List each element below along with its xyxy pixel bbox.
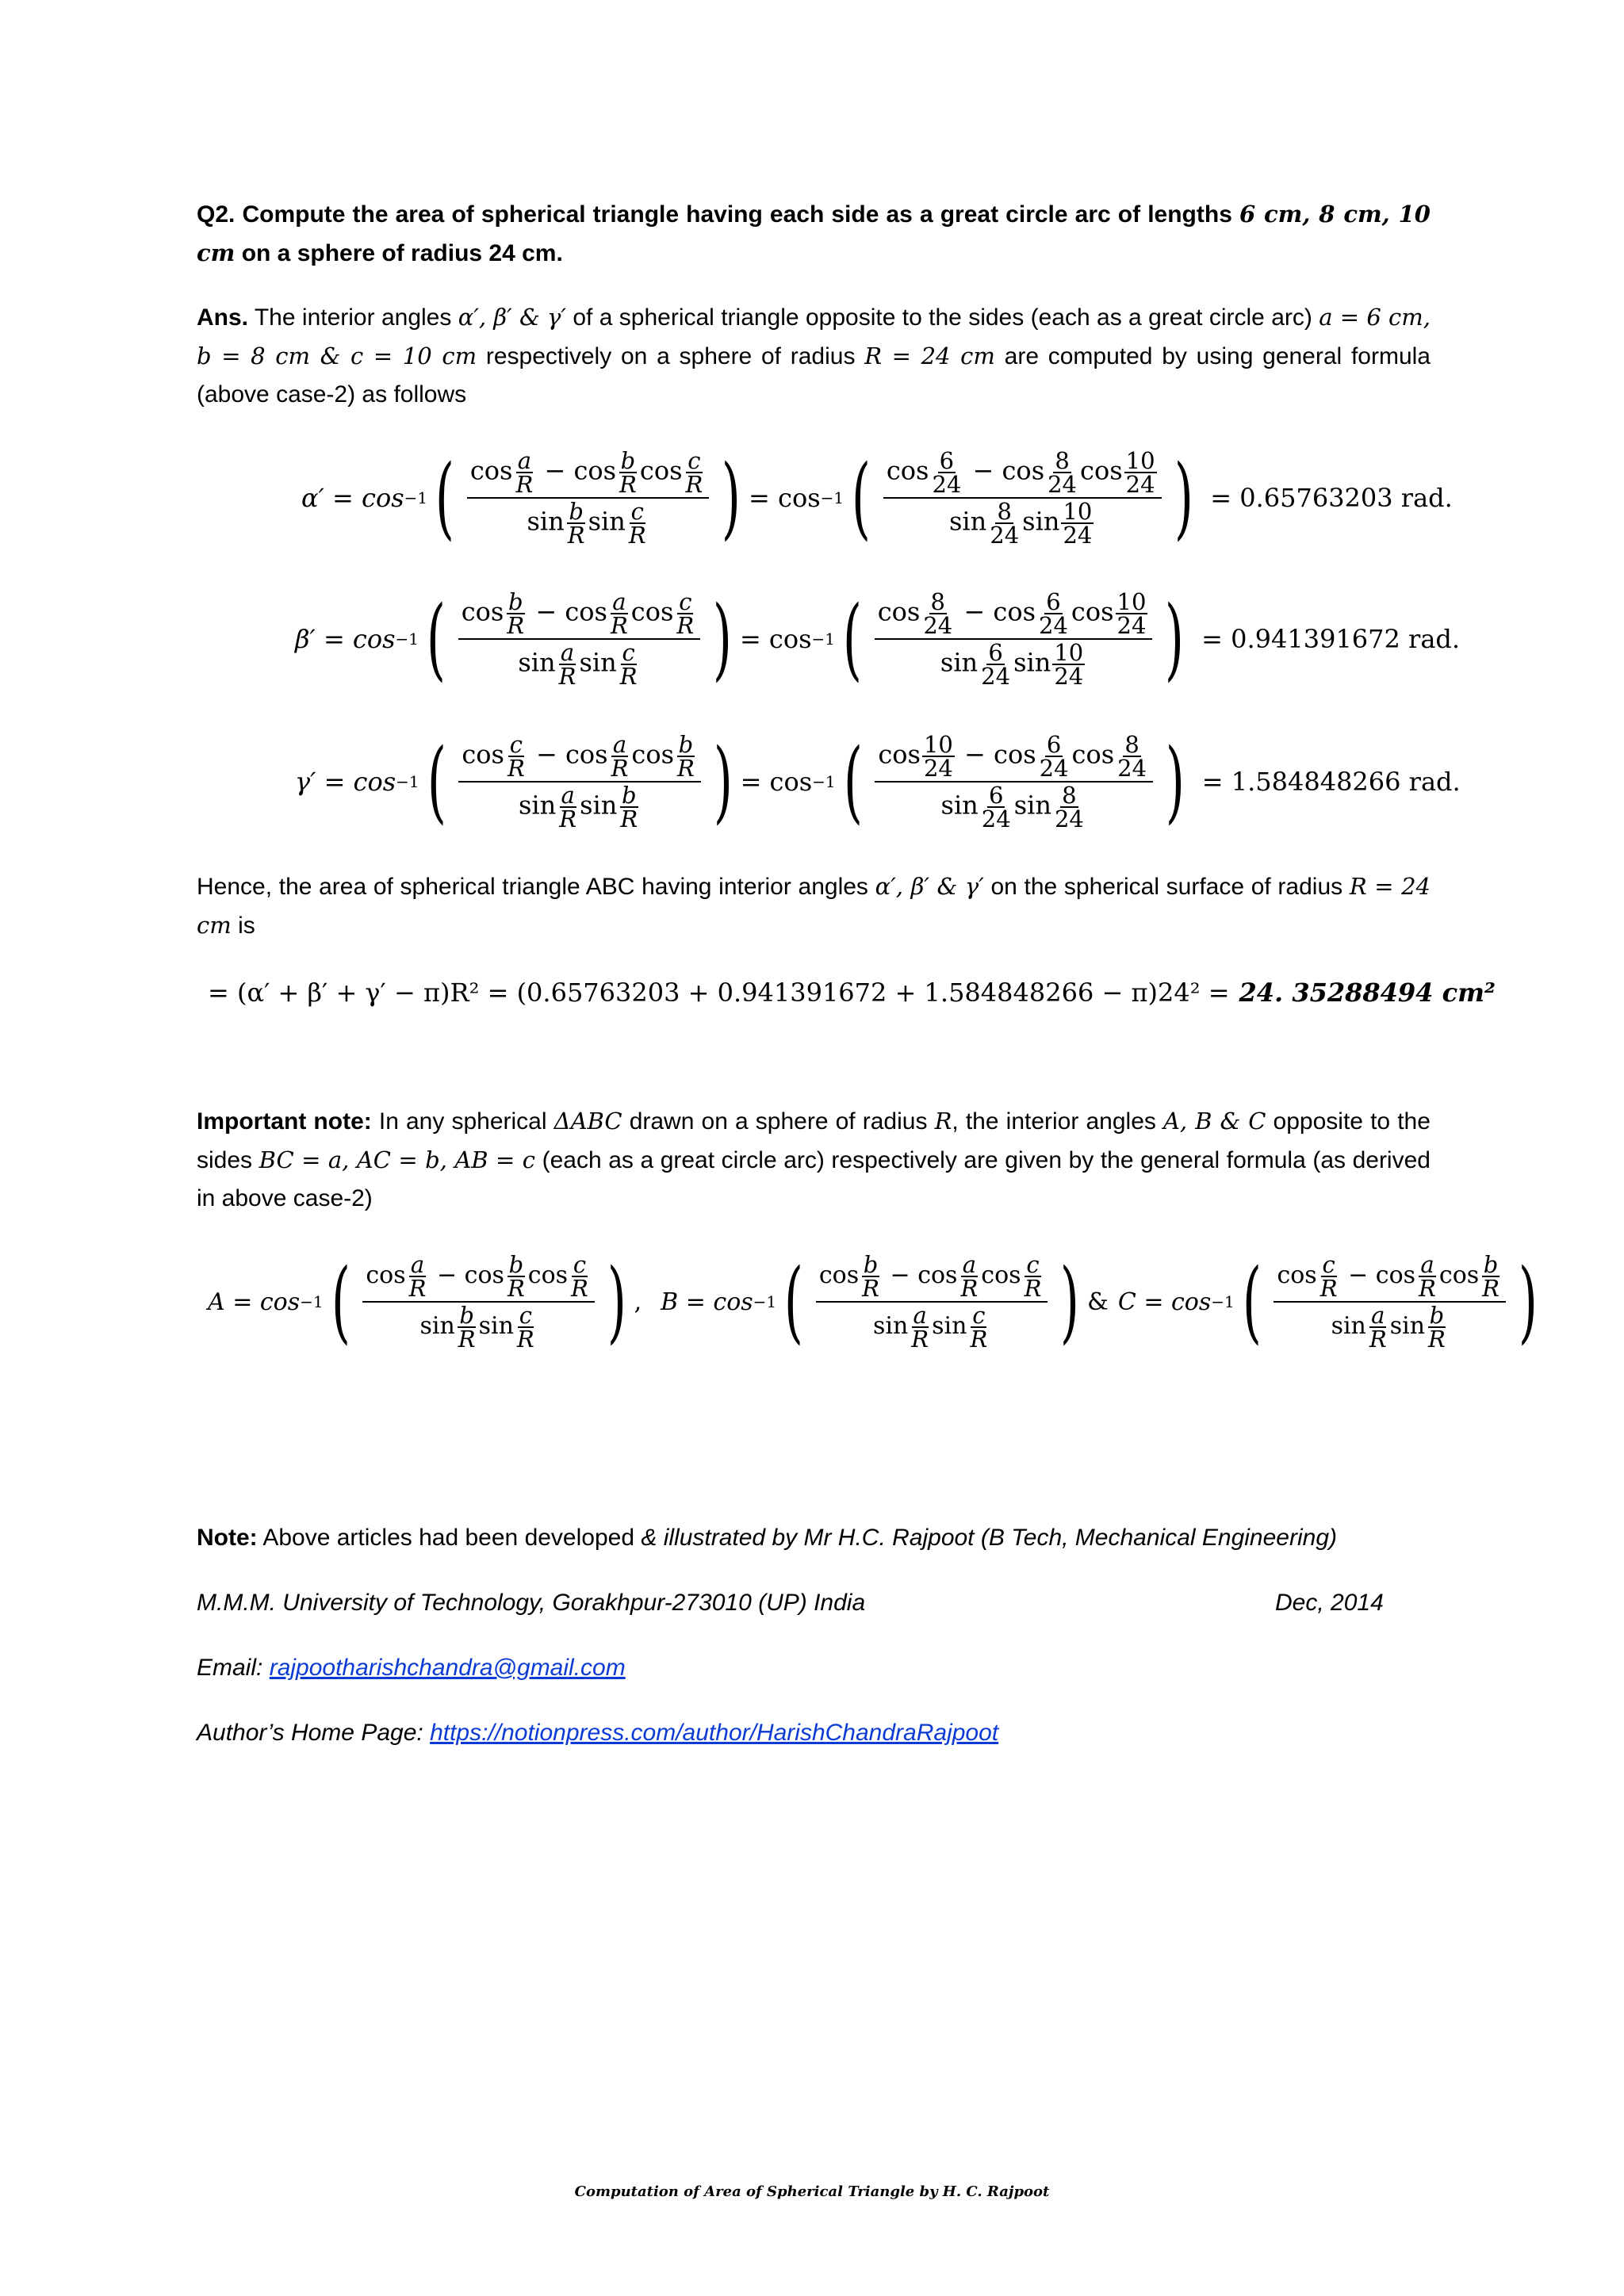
question-tail: on a sphere of radius 24 cm. bbox=[241, 240, 563, 266]
answer-radius: R = 24 cm bbox=[864, 342, 995, 369]
credits-university: M.M.M. University of Technology, Gorakhpur-273010 (UP) India bbox=[197, 1590, 866, 1616]
gamma-result: = 1.584848266 rad. bbox=[1201, 767, 1461, 797]
credits-email-row: Email: rajpootharishchandra@gmail.com bbox=[197, 1655, 626, 1681]
answer-label: Ans. bbox=[197, 304, 249, 331]
credits-date: Dec, 2014 bbox=[1275, 1590, 1384, 1616]
beta-result: = 0.941391672 rad. bbox=[1201, 624, 1461, 654]
answer-sides: a = 6 cm, b = 8 cm & c = 10 cm bbox=[197, 304, 1431, 369]
answer-paragraph: Ans. The interior angles α′, β′ & γ′ of a spherical triangle opposite to the sides (each as a great circle arc) a = 6 cm, b = 8 cm & c = 10 cm respectively on a sphere of radius R = 24 cm are computed by using general formula (above case-2) as follows bbox=[197, 304, 1431, 408]
beta-equation: β′ = cos −1 ( cos $\frac{b}{R}$ − cos $\frac{a}{R}$ cos $\frac{c}{R}$ sin $\frac{a}{R}$ sin $\frac{c}{R}$ ) = cos −1 ( cos $\frac{8}{24}$ − cos $\frac{6}{24}$ cos $\frac{10}{24}$ sin $\frac{6}{24}$ sin $\frac{10}{24}$ ) = 0.941391672 rad. bbox=[295, 587, 1461, 691]
area-equation: = (α′ + β′ + γ′ − π)R² = (0.65763203 + 0.941391672 + 1.584848266 − π)24² = 24. 35288494 cm² bbox=[208, 978, 1496, 1008]
gamma-equation: γ′ = cos −1 ( cos $\frac{c}{R}$ − cos $\frac{a}{R}$ cos $\frac{b}{R}$ sin $\frac{a}{R}$ sin $\frac{b}{R}$ ) = cos −1 ( cos $\frac{10}{24}$ − cos $\frac{6}{24}$ cos $\frac{8}{24}$ sin $\frac{6}{24}$ sin $\frac{8}{24}$ ) = 1.584848266 rad. bbox=[295, 730, 1461, 833]
general-formulas: A = cos −1 ( cos $\frac{a}{R}$ − cos $\frac{b}{R}$ cos $\frac{c}{R}$ sin $\frac{b}{R}$ sin $\frac{c}{R}$ ) , B = cos −1 ( cos $\frac{b}{R}$ − cos $\frac{a}{R}$ cos $\frac{c}{R}$ sin $\frac{a}{R}$ sin $\frac{c}{R}$ ) & C = cos −1 ( cos $\frac{c}{R}$ − cos $\frac{a}{R}$ cos $\frac{b}{R}$ sin $\frac{a}{R}$ sin $\frac{b}{R}$ ) bbox=[208, 1250, 1538, 1353]
hence-paragraph: Hence, the area of spherical triangle ABC having interior angles α′, β′ & γ′ on the spherical surface of radius R = 24 cm is bbox=[197, 873, 1431, 939]
question-lengths: 6 cm, 8 cm, 10 cm bbox=[197, 201, 1431, 266]
page-footer: Computation of Area of Spherical Triangle by H. C. Rajpoot bbox=[574, 2183, 1050, 2200]
alpha-equation: α′ = cos −1 ( cos $\frac{a}{R}$ − cos $\frac{b}{R}$ cos $\frac{c}{R}$ sin $\frac{b}{R}$ sin $\frac{c}{R}$ ) = cos −1 ( cos $\frac{6}{24}$ − cos $\frac{8}{24}$ cos $\frac{10}{24}$ sin $\frac{8}{24}$ sin $\frac{10}{24}$ ) = 0.65763203 rad. bbox=[301, 446, 1453, 549]
important-note-paragraph: Important note: In any spherical ΔABC drawn on a sphere of radius R, the interior angles A, B & C opposite to the sides BC = a, AC = b, AB = c (each as a great circle arc) respectively are given by the general formula (as derived in above case-2) bbox=[197, 1108, 1431, 1211]
answer-angles: α′, β′ & γ′ bbox=[458, 304, 566, 331]
question-label: Q2. bbox=[197, 201, 236, 228]
email-link[interactable]: rajpootharishchandra@gmail.com bbox=[269, 1655, 626, 1681]
area-value: 24. 35288494 cm² bbox=[1239, 978, 1496, 1008]
credits-note: Note: Above articles had been developed & illustrated by Mr H.C. Rajpoot (B Tech, Mechanical Engineering) bbox=[197, 1525, 1337, 1551]
home-page-link[interactable]: https://notionpress.com/author/HarishChandraRajpoot bbox=[430, 1720, 999, 1746]
credits-home-row: Author’s Home Page: https://notionpress.com/author/HarishChandraRajpoot bbox=[197, 1720, 999, 1746]
alpha-result: = 0.65763203 rad. bbox=[1210, 483, 1453, 513]
question-paragraph bbox=[197, 195, 1431, 273]
question-text: Compute the area of spherical triangle having each side as a great circle arc of lengths bbox=[242, 201, 1232, 228]
